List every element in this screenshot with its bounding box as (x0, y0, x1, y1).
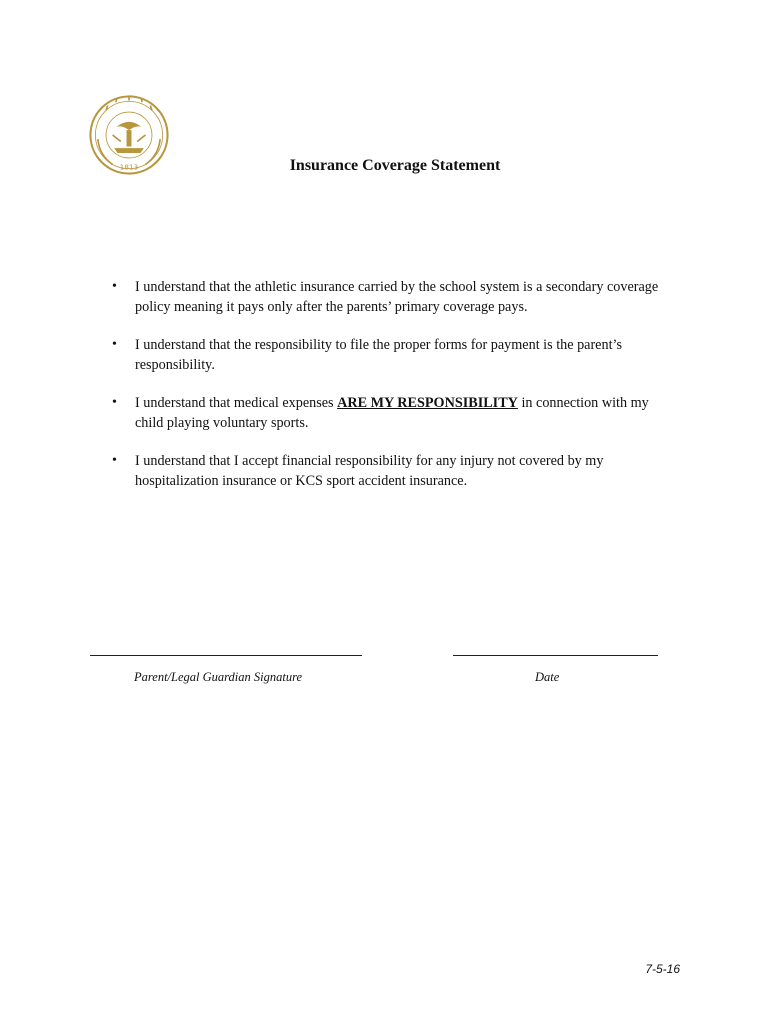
page-title: Insurance Coverage Statement (289, 157, 501, 174)
bullet-icon: • (112, 279, 117, 294)
signature-label: Parent/Legal Guardian Signature (134, 670, 303, 684)
statement-text-before: I understand that medical expenses (135, 395, 338, 411)
list-item (108, 393, 668, 433)
bullet-icon: • (112, 395, 117, 410)
statement-text: I understand that the responsibility to file the proper forms for payment is the parent’s responsibility. (135, 337, 622, 373)
signature-line[interactable] (90, 655, 362, 656)
list-item (108, 335, 668, 375)
seal-year: 1813 (119, 162, 139, 172)
bullet-icon: • (112, 337, 117, 352)
statement-text: I understand that I accept financial responsibility for any injury not covered by my hospitalization insurance or KCS sport accident insurance. (135, 453, 604, 489)
revision-date: 7-5-16 (645, 962, 680, 976)
bullet-icon: • (112, 453, 117, 468)
statement-text: I understand that the athletic insurance carried by the school system is a secondary coverage policy meaning it pays only after the parents’ primary coverage pays. (135, 279, 659, 315)
statement-list (108, 277, 668, 509)
list-item (108, 277, 668, 317)
list-item (108, 451, 668, 491)
statement-emphasis: ARE MY RESPONSIBILITY (337, 395, 518, 411)
statement-text-after: in connection with my child playing voluntary sports. (135, 395, 649, 431)
date-label: Date (535, 670, 560, 684)
date-line[interactable] (453, 655, 658, 656)
